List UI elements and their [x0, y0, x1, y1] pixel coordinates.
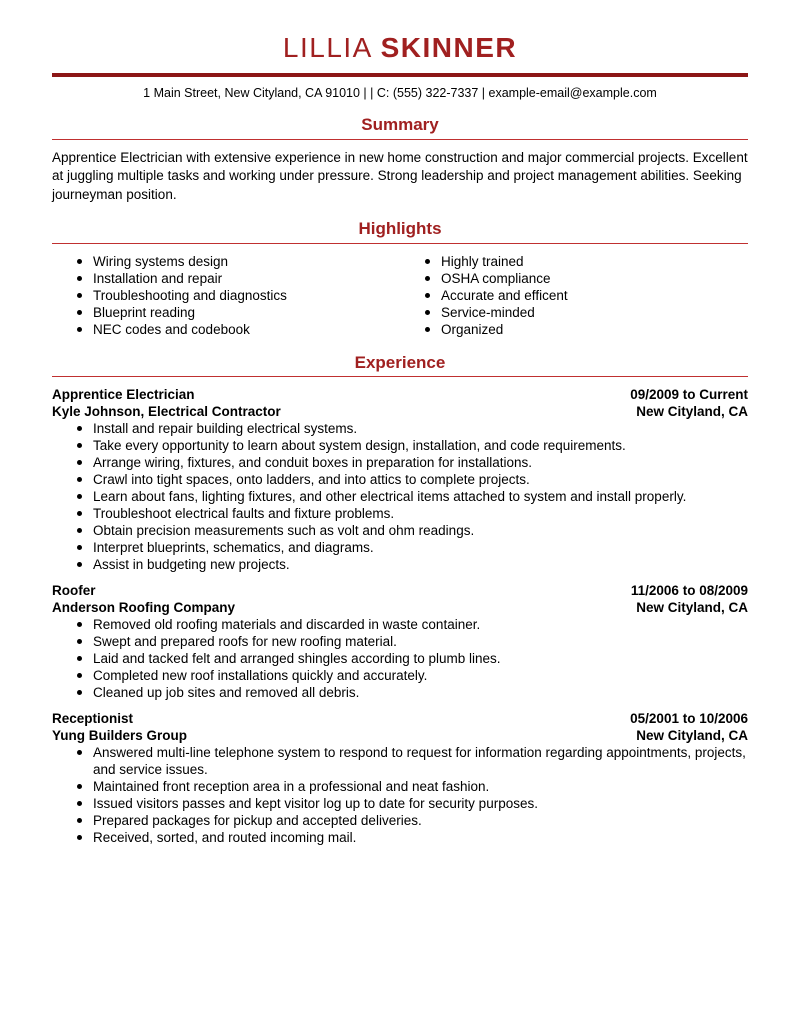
- job-bullet: Prepared packages for pickup and accepted deliveries.: [75, 812, 748, 829]
- summary-text: Apprentice Electrician with extensive experience in new home construction and major commercial projects. Excellent at juggling multiple tasks and working under pressure. Strong leadership and project management abilities. Seeking journeyman position.: [52, 149, 748, 202]
- job-bullet: Assist in budgeting new projects.: [75, 556, 748, 573]
- job-dates: 09/2009 to Current: [630, 387, 748, 403]
- job-header-row-2: [52, 727, 748, 744]
- job-header-row-1: [52, 582, 748, 599]
- job-company: Yung Builders Group: [52, 728, 188, 744]
- highlights-section-title: Highlights: [358, 219, 442, 239]
- highlight-item: Organized: [423, 321, 748, 338]
- job-role: Roofer: [52, 583, 96, 599]
- experience-section-title: Experience: [354, 352, 446, 372]
- jobs: [52, 386, 748, 846]
- job-header-row-2: [52, 599, 748, 616]
- highlight-item: Blueprint reading: [75, 304, 400, 321]
- job-bullet: Issued visitors passes and kept visitor log up to date for security purposes.: [75, 795, 748, 812]
- job-bullet: Interpret blueprints, schematics, and diagrams.: [75, 539, 748, 556]
- header-divider: [52, 73, 748, 77]
- experience-section-divider: [52, 376, 748, 377]
- candidate-last-name: SKINNER: [380, 32, 518, 63]
- job-location: New Cityland, CA: [636, 728, 748, 744]
- highlight-item: Accurate and efficent: [423, 287, 748, 304]
- job-bullet: Arrange wiring, fixtures, and conduit boxes in preparation for installations.: [75, 454, 748, 471]
- job-entry: [52, 386, 748, 573]
- job-location: New Cityland, CA: [636, 600, 748, 616]
- summary-section-title: Summary: [361, 115, 439, 135]
- job-header-row-1: [52, 710, 748, 727]
- job-entry: [52, 582, 748, 701]
- job-bullet: Swept and prepared roofs for new roofing material.: [75, 633, 748, 650]
- job-bullet: Obtain precision measurements such as volt and ohm readings.: [75, 522, 748, 539]
- highlight-item: NEC codes and codebook: [75, 321, 400, 338]
- job-bullet: Answered multi-line telephone system to respond to request for information regarding appointments, projects, and service issues.: [75, 744, 748, 778]
- highlight-item: Highly trained: [423, 253, 748, 270]
- job-header-row-2: [52, 403, 748, 420]
- job-location: New Cityland, CA: [636, 404, 748, 420]
- job-bullet: Completed new roof installations quickly and accurately.: [75, 667, 748, 684]
- highlight-item: Wiring systems design: [75, 253, 400, 270]
- highlights-column-right: [400, 253, 748, 338]
- highlight-item: Troubleshooting and diagnostics: [75, 287, 400, 304]
- job-bullet: Laid and tacked felt and arranged shingles according to plumb lines.: [75, 650, 748, 667]
- job-bullets: [52, 420, 748, 573]
- highlights-right-list: [400, 253, 748, 338]
- job-bullet: Crawl into tight spaces, onto ladders, and into attics to complete projects.: [75, 471, 748, 488]
- job-role: Apprentice Electrician: [52, 387, 195, 403]
- job-bullet: Maintained front reception area in a professional and neat fashion.: [75, 778, 748, 795]
- highlight-item: Service-minded: [423, 304, 748, 321]
- job-role: Receptionist: [52, 711, 134, 727]
- job-bullet: Troubleshoot electrical faults and fixture problems.: [75, 505, 748, 522]
- highlights-columns: [52, 253, 748, 338]
- candidate-name: [52, 32, 748, 64]
- job-bullet: Received, sorted, and routed incoming mail.: [75, 829, 748, 846]
- highlight-item: OSHA compliance: [423, 270, 748, 287]
- highlights-section-divider: [52, 243, 748, 244]
- summary-section-divider: [52, 139, 748, 140]
- job-bullets: [52, 616, 748, 701]
- job-bullet: Take every opportunity to learn about system design, installation, and code requirements.: [75, 437, 748, 454]
- job-bullets: [52, 744, 748, 846]
- job-bullet: Learn about fans, lighting fixtures, and other electrical items attached to system and install properly.: [75, 488, 748, 505]
- job-header-row-1: [52, 386, 748, 403]
- job-dates: 11/2006 to 08/2009: [630, 583, 748, 599]
- highlights-column-left: [52, 253, 400, 338]
- job-company: Anderson Roofing Company: [52, 600, 235, 616]
- job-bullet: Removed old roofing materials and discarded in waste container.: [75, 616, 748, 633]
- job-dates: 05/2001 to 10/2006: [630, 711, 748, 727]
- highlights-left-list: [52, 253, 400, 338]
- contact-line: 1 Main Street, New Cityland, CA 91010 | | C: (555) 322-7337 | example-email@example.com: [143, 86, 657, 101]
- highlight-item: Installation and repair: [75, 270, 400, 287]
- job-entry: [52, 710, 748, 846]
- job-bullet: Install and repair building electrical systems.: [75, 420, 748, 437]
- job-company: Kyle Johnson, Electrical Contractor: [52, 404, 281, 420]
- job-bullet: Cleaned up job sites and removed all debris.: [75, 684, 748, 701]
- candidate-first-name: LILLIA: [282, 32, 372, 63]
